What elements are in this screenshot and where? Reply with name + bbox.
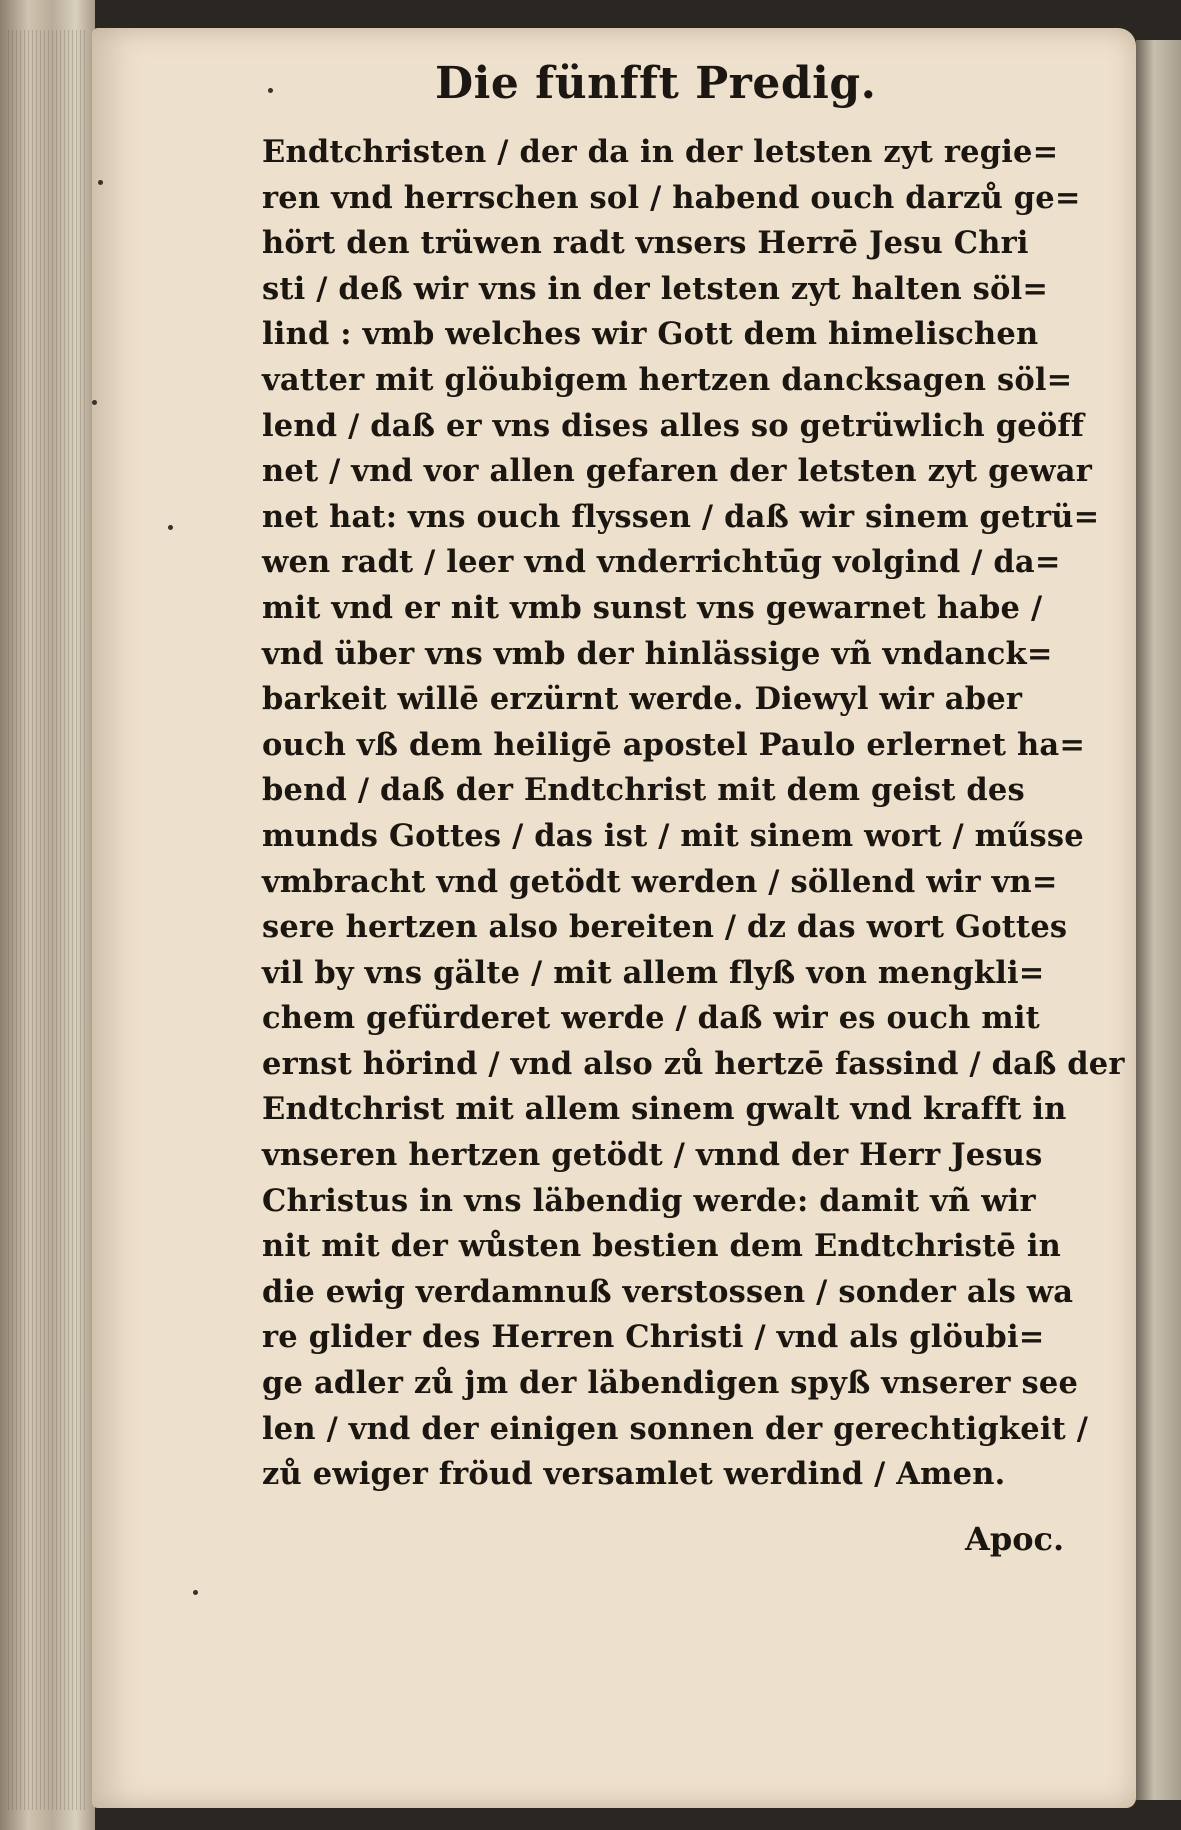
catchword: Apoc. (965, 1520, 1065, 1558)
ink-speck (92, 400, 97, 405)
page-header: Die fünfft Predig. (435, 58, 877, 109)
ink-speck (193, 1590, 198, 1595)
text-line: Endtchristen / der da in der letsten zyt regie= (262, 134, 1059, 170)
ink-speck (98, 180, 103, 185)
text-line: net / vnd vor allen gefaren der letsten zyt gewar (262, 453, 1092, 490)
text-line: lind : vmb welches wir Gott dem himelischen (262, 316, 1039, 353)
text-line: Christus in vns läbendig werde: damit vñ wir (262, 1182, 1036, 1219)
body-text (262, 130, 1125, 1498)
book-edge-left (0, 0, 95, 1830)
text-line: sti / deß wir vns in der letsten zyt halten söl= (262, 270, 1049, 307)
ink-speck (168, 525, 173, 530)
text-line: chem gefürderet werde / daß wir es ouch mit (262, 1000, 1040, 1037)
text-line: vmbracht vnd getödt werden / söllend wir vn= (262, 863, 1058, 900)
text-line: nit mit der wůsten bestien dem Endtchristē in (262, 1228, 1062, 1265)
book-edge-right (1136, 40, 1181, 1800)
text-line: ouch vß dem heiligē apostel Paulo erlernet ha= (262, 726, 1086, 763)
ink-speck (268, 88, 273, 93)
text-line: ge adler zů jm der läbendigen spyß vnserer see (262, 1365, 1079, 1402)
text-line: Endtchrist mit allem sinem gwalt vnd krafft in (262, 1091, 1067, 1128)
text-line: vil by vns gälte / mit allem flyß von mengkli= (262, 954, 1045, 991)
text-line: ernst hörind / vnd also zů hertzē fassind / daß der (262, 1045, 1125, 1082)
text-line: barkeit willē erzürnt werde. Diewyl wir aber (262, 681, 1023, 718)
text-line: vatter mit glöubigem hertzen dancksagen söl= (262, 361, 1073, 398)
text-line: bend / daß der Endtchrist mit dem geist des (262, 772, 1025, 809)
text-line: vnd über vns vmb der hinlässige vñ vndanck= (262, 635, 1053, 672)
text-line: sere hertzen also bereiten / dz das wort Gottes (262, 909, 1068, 946)
text-line: lend / daß er vns dises alles so getrüwlich geöff (262, 407, 1085, 444)
text-line: net hat: vns ouch flyssen / daß wir sinem getrü= (262, 498, 1100, 535)
text-line: hört den trüwen radt vnsers Herrē Jesu Chri (262, 225, 1029, 262)
text-line: len / vnd der einigen sonnen der gerechtigkeit / (262, 1410, 1089, 1447)
text-line: ren vnd herrschen sol / habend ouch darzů ge= (262, 179, 1081, 216)
text-line: die ewig verdamnuß verstossen / sonder als wa (262, 1273, 1074, 1310)
text-line: wen radt / leer vnd vnderrichtūg volgind / da= (262, 544, 1061, 581)
text-line: munds Gottes / das ist / mit sinem wort / műsse (262, 817, 1084, 854)
page-edges (8, 30, 88, 1810)
text-line: mit vnd er nit vmb sunst vns gewarnet habe / (262, 589, 1043, 626)
text-line: zů ewiger fröud versamlet werdind / Amen. (262, 1456, 1006, 1493)
text-line: re glider des Herren Christi / vnd als glöubi= (262, 1319, 1045, 1356)
text-line: vnseren hertzen getödt / vnnd der Herr Jesus (262, 1137, 1043, 1174)
